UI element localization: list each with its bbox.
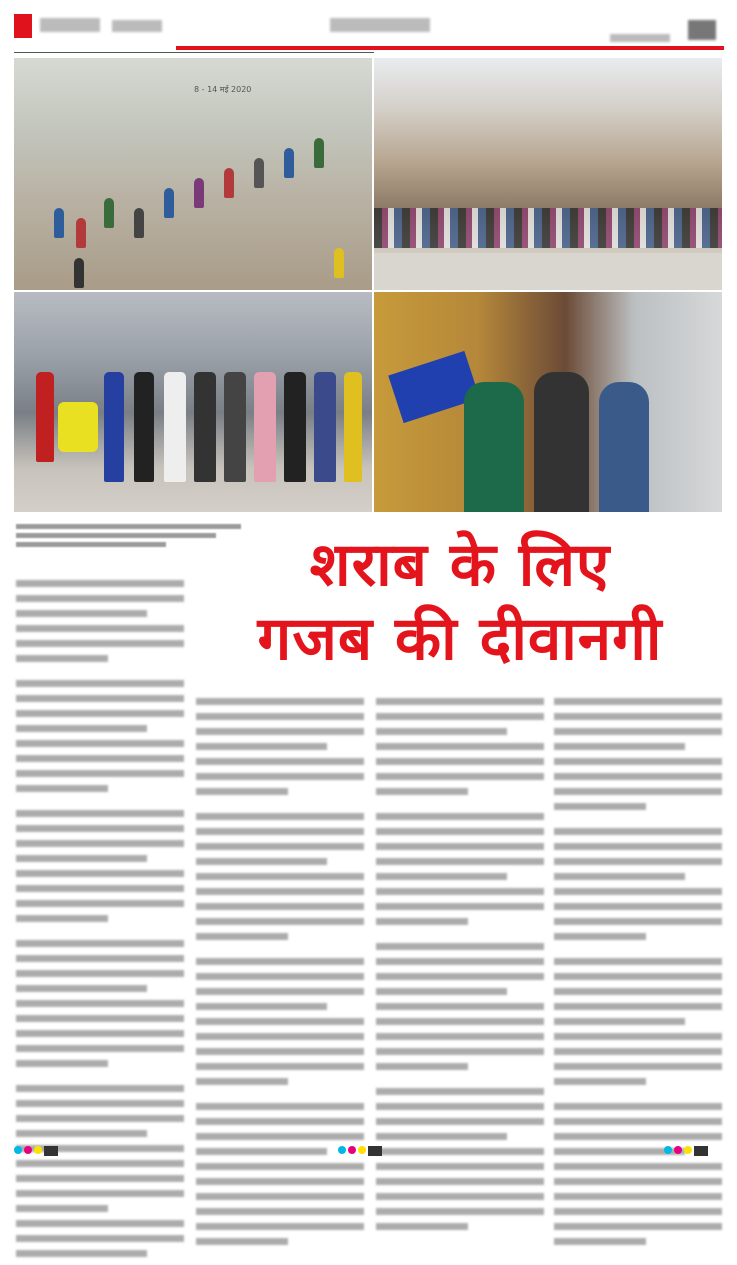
photo-queue-on-street [14,58,372,290]
header-blurred-title [330,18,430,32]
header-blurred-right [610,34,670,42]
photo-crowd-outside-shop [374,58,722,290]
header-red-marker [14,14,32,38]
text-column-4 [554,698,722,1253]
headline-line-2: गजब की दीवानगी [257,604,663,674]
photo-line-of-masked-people [14,292,372,512]
photo-date-text: 8 - 14 मई 2020 [194,85,252,94]
headline [200,528,720,676]
text-column-2 [196,698,364,1253]
registration-mark-center [338,1146,382,1156]
text-column-3 [376,698,544,1238]
registration-mark-left [14,1146,58,1156]
header-thin-rule [14,52,374,53]
page-number-block [688,20,716,40]
header-blurred-text-2 [112,20,162,32]
registration-mark-right [664,1146,708,1156]
photo-man-carrying-liquor-boxes [374,292,722,512]
header-blurred-text [40,18,100,32]
text-column-1 [16,580,184,1265]
header-red-rule [176,46,724,50]
headline-line-1: शराब के लिए [309,530,611,600]
